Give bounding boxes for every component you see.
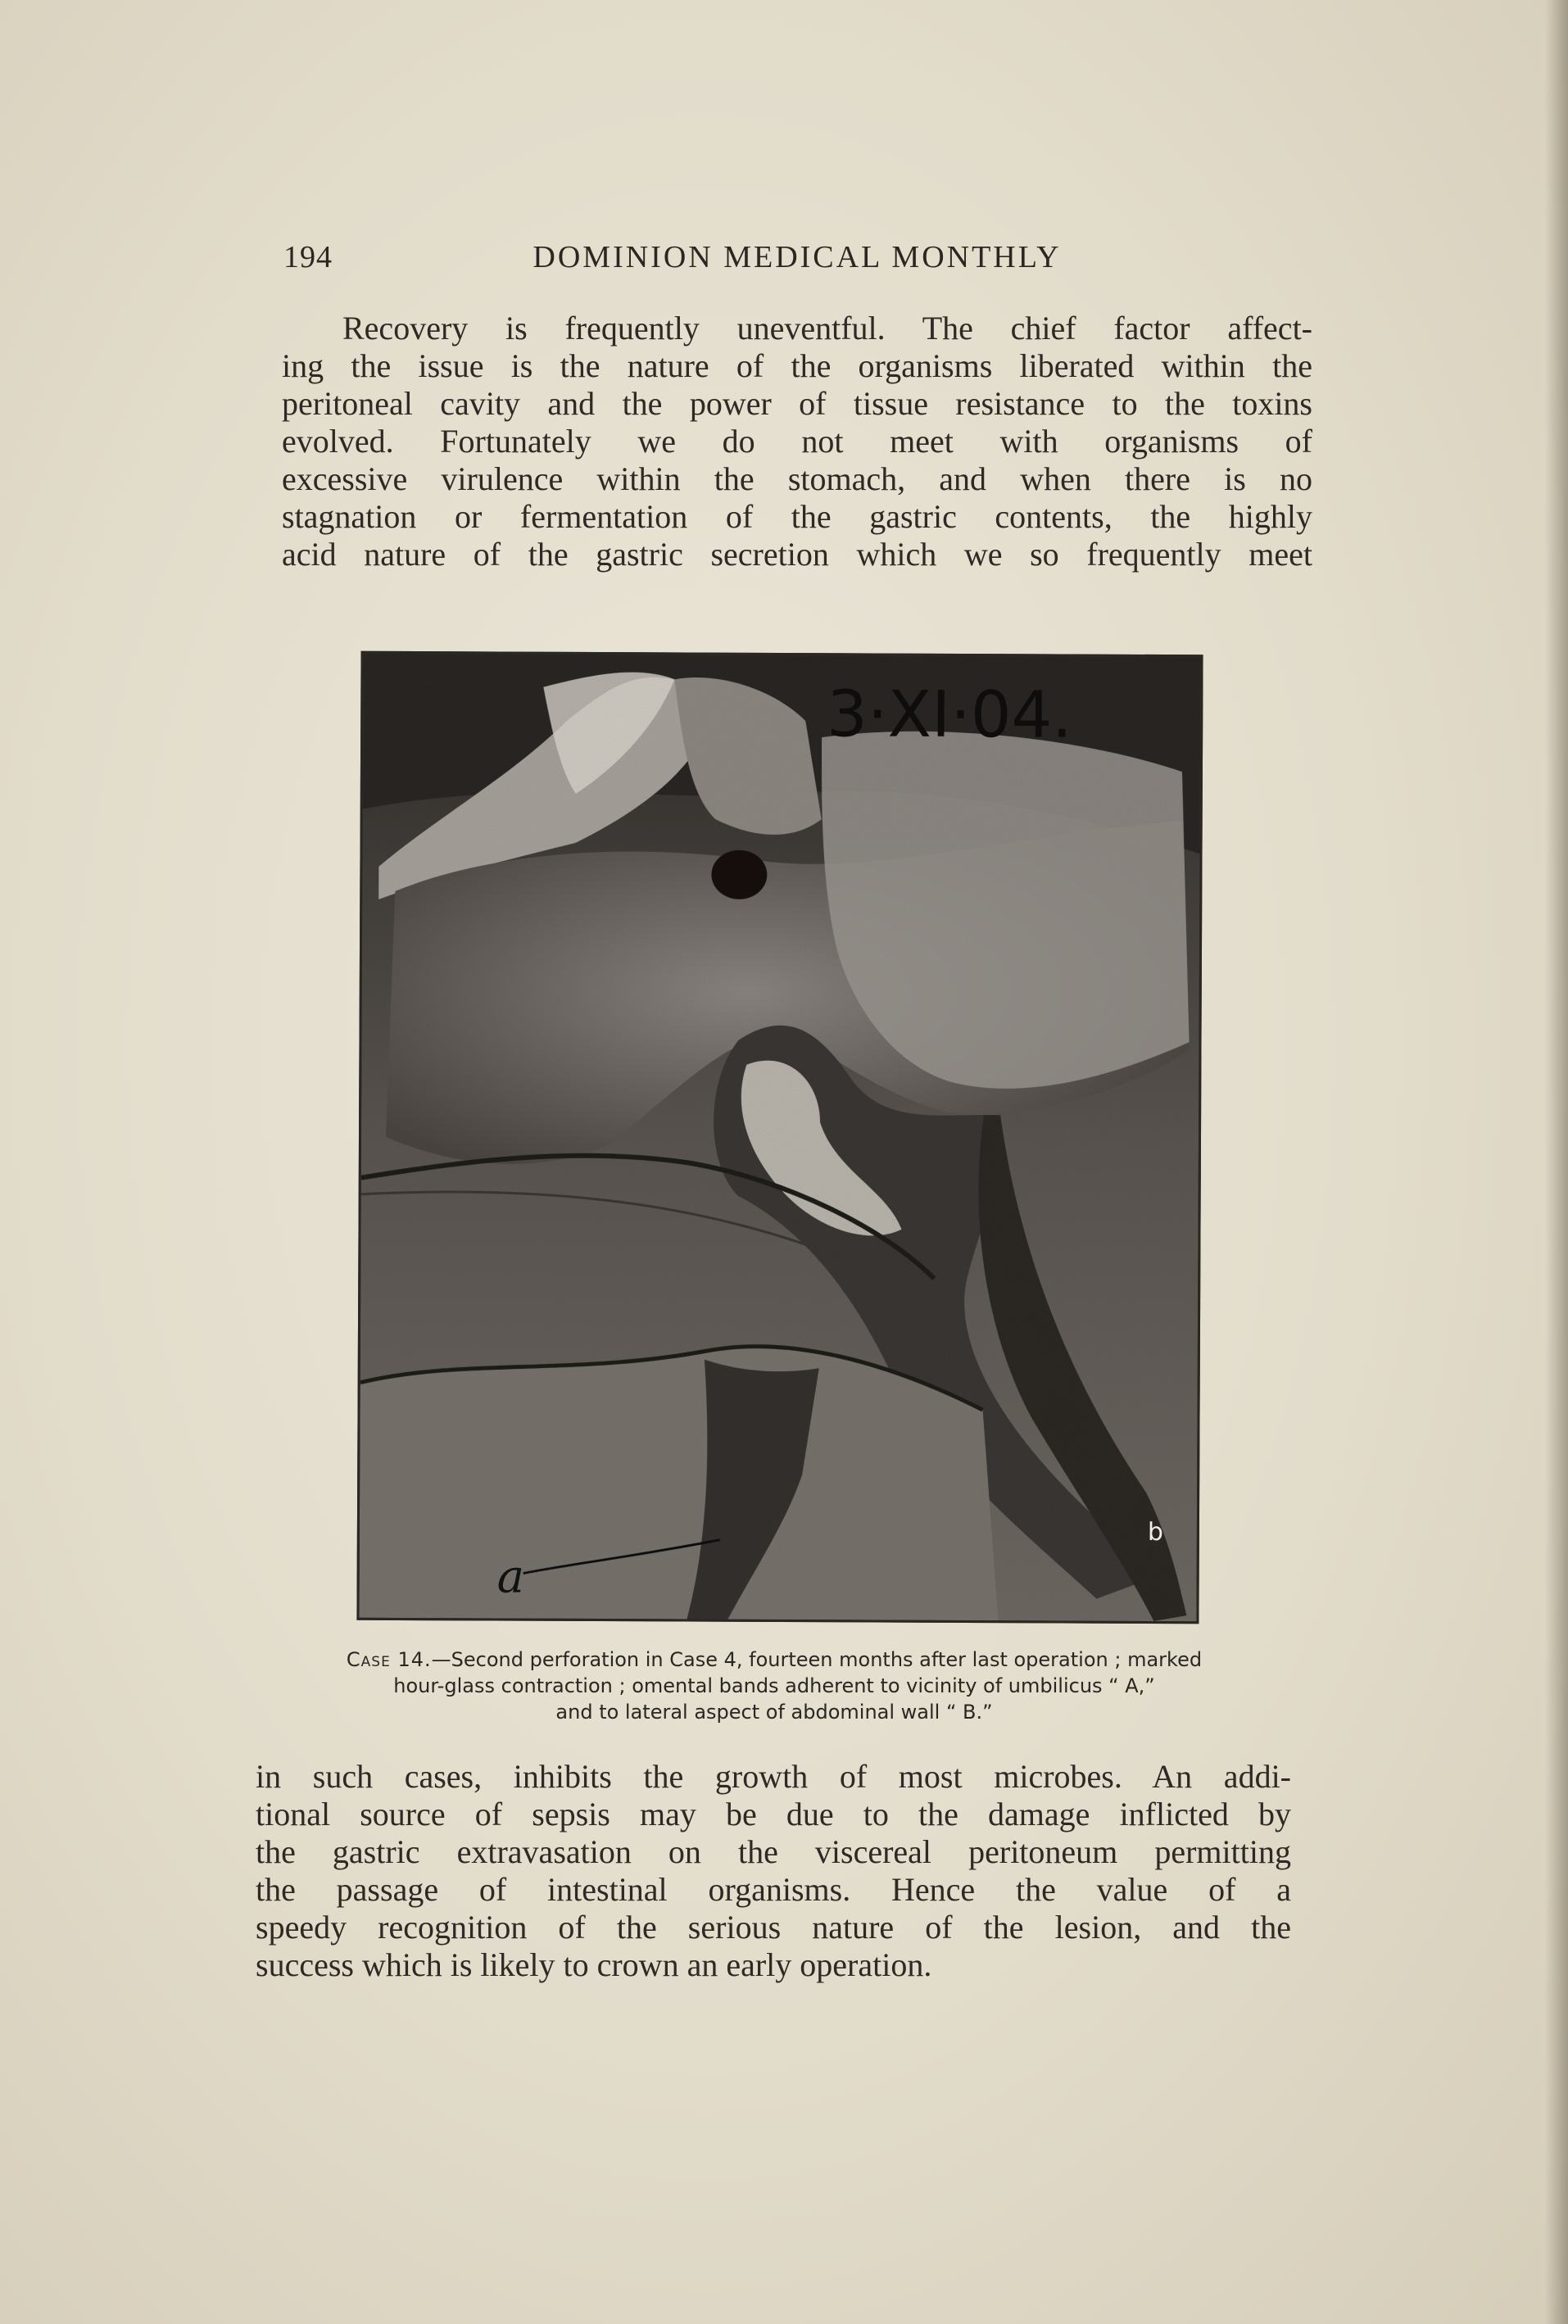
page-edge-shadow: [1545, 0, 1568, 2324]
illustration-drawing: [359, 654, 1200, 1621]
figure-label-a: a: [496, 1550, 525, 1604]
figure-date-label: 3·XI·04.: [827, 677, 1073, 753]
caption-line-2: hour-glass contraction ; omental bands adherent to vicinity of umbilicus “ A,”: [393, 1674, 1155, 1697]
paragraph-line: peritoneal cavity and the power of tissue resistance to the toxins: [282, 385, 1312, 422]
anatomical-illustration: [356, 651, 1203, 1624]
paragraph-line: Recovery is frequently uneventful. The chief factor affect-: [342, 310, 1312, 347]
paragraph-line: excessive virulence within the stomach, and when there is no: [282, 460, 1312, 497]
paragraph-line: the passage of intestinal organisms. Hence the value of a: [256, 1871, 1291, 1908]
figure-caption: [311, 1647, 1237, 1725]
paragraph-line: success which is likely to crown an early operation.: [256, 1946, 932, 1983]
paragraph-line: tional source of sepsis may be due to the damage inflicted by: [256, 1796, 1291, 1832]
paragraph-top: [282, 310, 1312, 573]
paragraph-line: the gastric extravasation on the viscereal peritoneum permitting: [256, 1833, 1291, 1870]
paragraph-line: stagnation or fermentation of the gastric contents, the highly: [282, 498, 1312, 535]
page-number: 194: [283, 240, 333, 274]
paragraph-bottom: [256, 1758, 1291, 1984]
paragraph-line: acid nature of the gastric secretion which we so frequently meet: [282, 536, 1312, 573]
paragraph-line: evolved. Fortunately we do not meet with organisms of: [282, 423, 1312, 460]
page-header: [283, 239, 1311, 288]
paragraph-line: ing the issue is the nature of the organisms liberated within the: [282, 347, 1312, 384]
figure-label-b: b: [1147, 1517, 1164, 1547]
paragraph-line: in such cases, inhibits the growth of most microbes. An addi-: [256, 1758, 1291, 1795]
paragraph-line: speedy recognition of the serious nature of the lesion, and the: [256, 1909, 1291, 1946]
caption-line-3: and to lateral aspect of abdominal wall “ B.”: [555, 1701, 993, 1724]
running-head: DOMINION MEDICAL MONTHLY: [532, 240, 1062, 274]
caption-case-label: Case 14.: [346, 1648, 432, 1671]
caption-line-1: [311, 1647, 1237, 1673]
caption-line-1-text: —Second perforation in Case 4, fourteen months after last operation ; marked: [431, 1648, 1203, 1671]
